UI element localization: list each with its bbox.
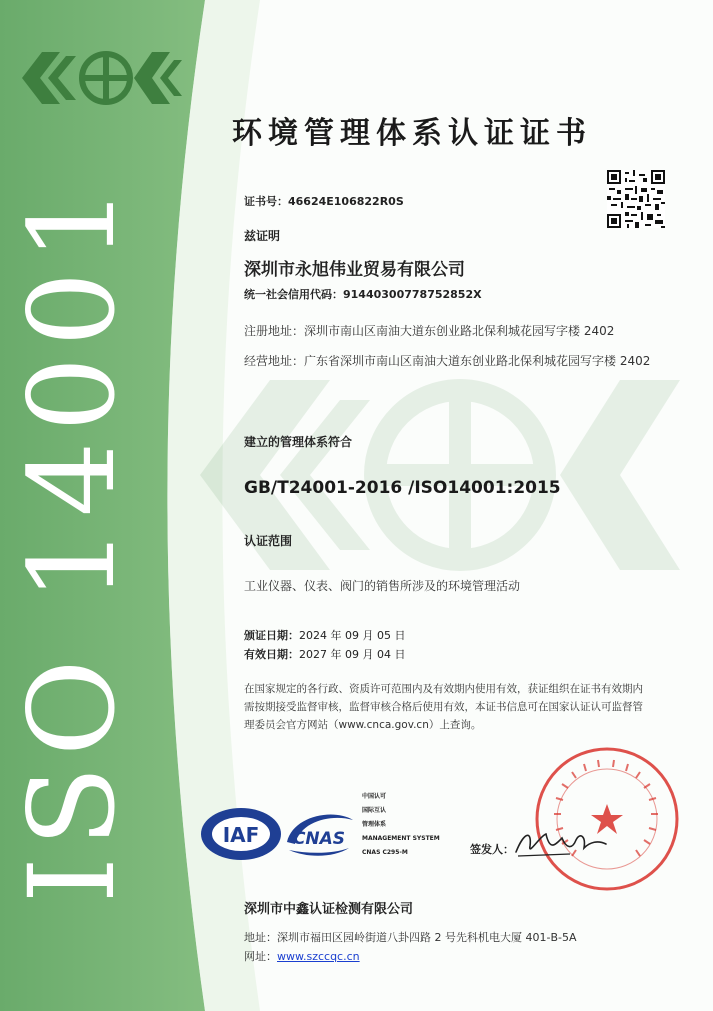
issuer-name: 深圳市中鑫认证检测有限公司 — [244, 902, 414, 917]
cnas-label: CNAS — [292, 829, 346, 849]
hereby-heading: 兹证明 — [244, 229, 281, 243]
validity-note-line: 需按期接受监督审核，监督审核合格后使用有效，本证书信息可在国家认证认可监督管 — [244, 701, 643, 713]
uscc-value: 91440300778752852X — [343, 288, 482, 301]
cnas-line: MANAGEMENT SYSTEM — [362, 835, 440, 842]
issuer-website — [244, 948, 360, 964]
scope-heading: 认证范围 — [244, 534, 293, 548]
certificate-title: 环境管理体系认证证书 — [232, 116, 592, 151]
cnas-line: 中国认可 — [362, 793, 387, 800]
valid-date-value: 2027 年 09 月 04 日 — [299, 648, 406, 661]
signature-icon — [510, 822, 610, 862]
issue-date-label: 颁证日期： — [244, 629, 299, 642]
cnas-description — [362, 790, 440, 860]
issuer-address-label: 地址： — [244, 931, 277, 944]
standard-reference: GB/T24001-2016 /ISO14001:2015 — [244, 478, 561, 498]
issuer-website-link[interactable]: www.szccqc.cn — [277, 950, 360, 963]
business-address-value: 广东省深圳市南山区南油大道东创业路北保利城花园写字楼 2402 — [304, 354, 651, 368]
scope-text: 工业仪器、仪表、阀门的销售所涉及的环境管理活动 — [244, 579, 521, 593]
cnas-line: 管理体系 — [362, 821, 387, 828]
business-address-label: 经营地址： — [244, 354, 305, 368]
issuer-address-value: 深圳市福田区园岭街道八卦四路 2 号先科机电大厦 401-B-5A — [277, 931, 577, 944]
issue-date — [244, 627, 405, 643]
validity-note — [244, 680, 674, 734]
validity-note-line: 在国家规定的各行政、资质许可范围内及有效期内使用有效，获证组织在证书有效期内 — [244, 683, 643, 695]
registered-address — [244, 322, 614, 339]
valid-date-label: 有效日期： — [244, 648, 299, 661]
certificate-number — [244, 193, 404, 209]
issuer-website-label: 网址： — [244, 950, 277, 963]
signer-label: 签发人： — [470, 843, 514, 856]
cnas-logo-icon — [283, 808, 355, 860]
issue-date-value: 2024 年 09 月 05 日 — [299, 629, 406, 642]
cqc-watermark-icon — [190, 360, 700, 590]
iaf-logo-icon — [199, 806, 283, 862]
certificate-number-value: 46624E106822R0S — [288, 195, 404, 208]
uscc-label: 统一社会信用代码： — [244, 288, 343, 301]
business-address — [244, 352, 650, 369]
company-seal-icon — [532, 744, 682, 894]
validity-note-line: 理委员会官方网站（www.cnca.gov.cn）上查询。 — [244, 719, 482, 731]
qr-code-icon — [607, 170, 665, 228]
iaf-label: IAF — [222, 823, 260, 847]
certified-company-name: 深圳市永旭伟业贸易有限公司 — [244, 260, 465, 280]
cnas-line: 国际互认 — [362, 807, 387, 814]
cqc-logo-icon — [14, 46, 184, 110]
conformity-heading: 建立的管理体系符合 — [244, 435, 353, 449]
certificate-number-label: 证书号： — [244, 195, 288, 208]
cnas-line: CNAS C295-M — [362, 849, 408, 856]
uscc-line — [244, 286, 482, 302]
issuer-address — [244, 929, 577, 945]
registered-address-value: 深圳市南山区南油大道东创业路北保利城花园写字楼 2402 — [304, 324, 615, 338]
valid-date — [244, 646, 405, 662]
iso-14001-side-mark: ISO 14001 — [3, 176, 141, 904]
registered-address-label: 注册地址： — [244, 324, 305, 338]
